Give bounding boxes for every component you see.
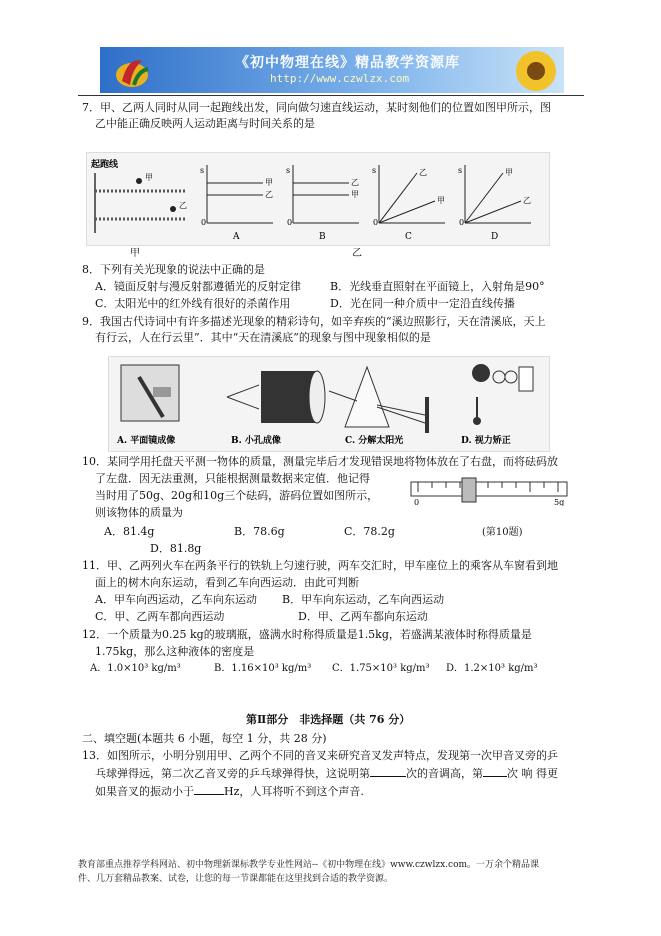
q11-line-1: 11．甲、乙两列火车在两条平行的铁轨上匀速行驶，两车交汇时，甲车座位上的乘客从车窗看到地 (82, 559, 558, 572)
q12-option-b: B．1.16×10³ kg/m³ (214, 663, 312, 674)
svg-text:s: s (458, 166, 463, 175)
svg-text:甲: 甲 (437, 196, 445, 205)
banner-title: 《初中物理在线》精品教学资源库 (235, 55, 460, 71)
q8-stem: 8．下列有关光现象的说法中正确的是 (82, 263, 265, 276)
q12-option-c: C．1.75×10³ kg/m³ (332, 663, 430, 674)
q8-option-c: C．太阳光中的红外线有很好的杀菌作用 (95, 297, 291, 310)
ruler-start-label: 0 (414, 498, 420, 506)
q7-figure (86, 152, 550, 246)
q8-option-d: D．光在同一种介质中一定沿直线传播 (330, 297, 515, 310)
q11-option-a: A．甲车向西运动，乙车向东运动 (95, 593, 257, 606)
start-line-label: 起跑线 (91, 160, 119, 170)
q13-line-3b: Hz，人耳将听不到这个声音. (224, 785, 364, 798)
fig-yi-caption: 乙 (352, 248, 362, 259)
runner-yi-label: 乙 (179, 201, 187, 210)
banner-url[interactable]: http://www.czwlzx.com (270, 72, 410, 85)
q7-figure-svg (87, 153, 549, 245)
footer-line-2: 件、几万套精品教案、试卷，让您的每一节课都能在这里找到合适的教学资源。 (78, 874, 394, 884)
q10-line-1: 10．某同学用托盘天平测一物体的质量，测量完毕后才发现错误地将物体放在了右盘，而将砝码放 (82, 455, 558, 468)
q12-line-2: 1.75kg，那么这种液体的密度是 (95, 645, 255, 658)
section-fill-in-title: 二、填空题(本题共 6 小题，每空 1 分，共 28 分) (82, 732, 327, 745)
fig-jia-caption: 甲 (130, 248, 140, 259)
graph-b-label: B (319, 232, 326, 242)
q8-option-b: B．光线垂直照射在平面镜上，入射角是90° (330, 280, 545, 293)
site-logo-icon (112, 51, 152, 91)
svg-text:0: 0 (459, 218, 465, 227)
q9-line-1: 9．我国古代诗词中有许多描述光现象的精彩诗句，如辛弃疾的“溪边照影行，天在清溪底，天上 (82, 315, 546, 328)
vision-correction-icon (472, 364, 533, 425)
graph-c-label: C (405, 232, 412, 242)
q9-line-2: 有行云，人在行云里”．其中“天在清溪底”的现象与图中现象相似的是 (95, 331, 431, 344)
q11-option-d: D．甲、乙两车都向东运动 (298, 610, 428, 623)
q10-figure-caption: (第10题) (482, 527, 523, 538)
graph-a-label: A (233, 232, 240, 242)
q7-line-2: 乙中能正确反映两人运动距离与时间关系的是 (95, 117, 315, 130)
q12-option-a: A．1.0×10³ kg/m³ (90, 663, 181, 674)
ruler-end-label: 5g (554, 498, 565, 506)
q7-line-1: 7．甲、乙两人同时从同一起跑线出发，同向做匀速直线运动，某时刻他们的位置如图甲所示，图 (82, 101, 551, 114)
graph-b (286, 165, 359, 242)
q13-line-2 (95, 767, 558, 781)
q9-figure-svg (109, 357, 549, 451)
q13-blank-2[interactable] (483, 776, 507, 777)
q13-line-2c: 次 响 得更 (507, 767, 558, 780)
graph-d-label: D (491, 232, 499, 242)
runner-jia-label: 甲 (145, 173, 153, 182)
q13-line-1: 13．如图所示，小明分别用甲、乙两个不同的音叉来研究音叉发声特点，发现第一次甲音叉旁的乒 (82, 749, 558, 762)
q10-line-3: 当时用了50g、20g和10g三个砝码，游码位置如图所示， (95, 489, 379, 502)
q12-option-d: D．1.2×10³ kg/m³ (446, 663, 538, 674)
svg-text:甲: 甲 (505, 168, 513, 177)
balance-ruler (410, 476, 570, 506)
ruler-svg (410, 476, 570, 506)
q13-line-3 (95, 785, 364, 799)
prism-icon (329, 367, 429, 433)
svg-text:乙: 乙 (419, 168, 427, 177)
q8-option-a: A．镜面反射与漫反射都遵循光的反射定律 (95, 280, 301, 293)
q9-caption-a: A. 平面镜成像 (117, 436, 176, 446)
svg-text:甲: 甲 (265, 178, 273, 187)
svg-text:甲: 甲 (351, 190, 359, 199)
svg-text:乙: 乙 (523, 196, 531, 205)
q9-caption-c: C. 分解太阳光 (345, 436, 404, 446)
svg-text:乙: 乙 (265, 190, 273, 199)
header-rule (78, 95, 584, 96)
q13-line-2a: 乓球弹得远，第二次乙音叉旁的乒乓球弹得快，这说明第 (95, 767, 370, 780)
graph-a (200, 165, 273, 242)
part-two-title: 第Ⅱ部分 非选择题（共 76 分） (246, 713, 411, 726)
svg-text:0: 0 (201, 218, 207, 227)
q9-caption-d: D. 视力矫正 (461, 436, 511, 446)
rider-slider (462, 478, 476, 502)
plane-mirror-icon (121, 365, 179, 421)
graph-d (458, 165, 531, 242)
q13-blank-1[interactable] (370, 776, 406, 777)
svg-text:s: s (200, 166, 205, 175)
q12-line-1: 12．一个质量为0.25 kg的玻璃瓶，盛满水时称得质量是1.5kg，若盛满某液体时称得质量是 (82, 628, 532, 641)
pinhole-camera-icon (227, 371, 325, 423)
svg-text:s: s (286, 166, 291, 175)
footer-line-1: 教育部重点推荐学科网站、初中物理新课标教学专业性网站--《初中物理在线》www.czwlzx.com。一万余个精品课 (78, 860, 540, 870)
q10-option-b: B．78.6g (234, 525, 285, 538)
svg-text:0: 0 (373, 218, 379, 227)
svg-text:0: 0 (287, 218, 293, 227)
q11-option-b: B．甲车向东运动，乙车向西运动 (282, 593, 445, 606)
q13-line-2b: 次的音调高，第 (406, 767, 483, 780)
q9-figure (108, 356, 550, 452)
q10-option-a: A．81.4g (104, 525, 155, 538)
svg-text:乙: 乙 (351, 178, 359, 187)
q9-caption-b: B. 小孔成像 (231, 436, 281, 446)
q11-option-c: C．甲、乙两车都向西运动 (95, 610, 225, 623)
q13-line-3a: 如果音叉的振动小于 (95, 785, 194, 798)
svg-text:s: s (372, 166, 377, 175)
q10-line-4: 则该物体的质量为 (95, 506, 183, 519)
q11-line-2: 面上的树木向东运动，看到乙车向西运动．由此可判断 (95, 576, 359, 589)
header-banner (100, 47, 564, 93)
sunflower-icon (500, 47, 564, 93)
q13-blank-3[interactable] (194, 794, 224, 795)
q10-option-c: C．78.2g (344, 525, 395, 538)
graph-c (372, 165, 445, 242)
q10-line-2: 了左盘．因无法重测，只能根据测量数据来定值．他记得 (95, 472, 370, 485)
q10-option-d: D．81.8g (150, 542, 202, 555)
